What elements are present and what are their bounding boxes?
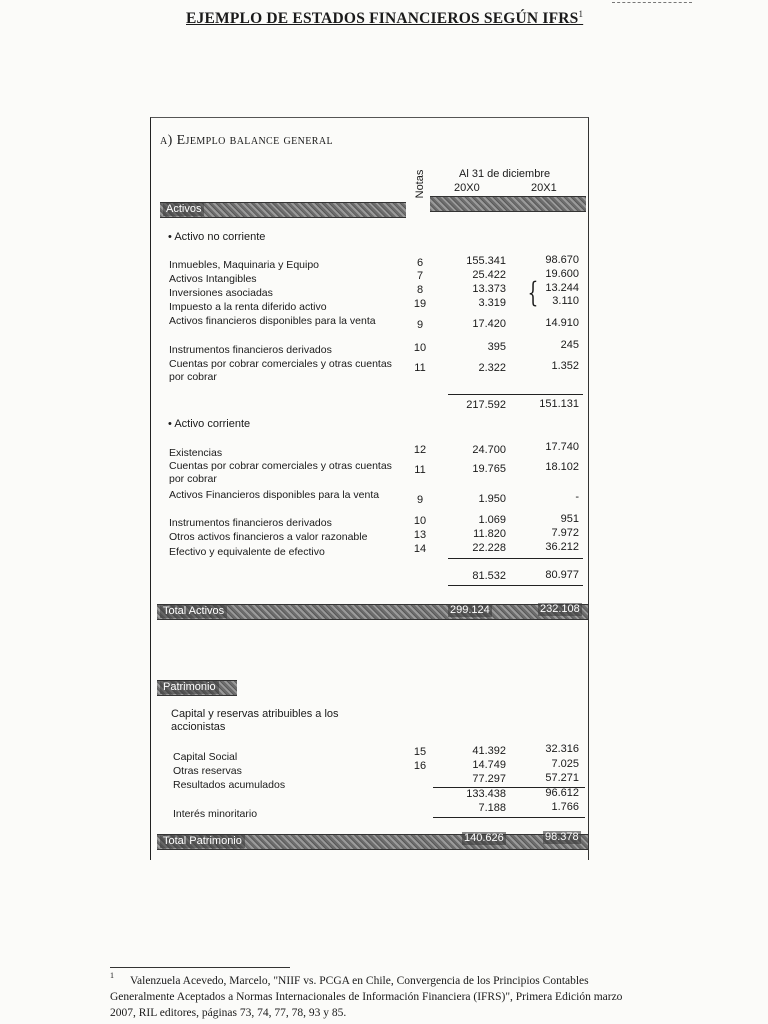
row-note: 10 bbox=[413, 515, 427, 527]
total-patrimonio-label: Total Patrimonio bbox=[160, 835, 245, 848]
total-activos-20x0: 299.124 bbox=[450, 604, 490, 616]
row-label: Inmuebles, Maquinaria y Equipo bbox=[169, 259, 320, 271]
row-note: 11 bbox=[414, 464, 426, 476]
document-title bbox=[186, 9, 583, 28]
row-value-20x0: 25.422 bbox=[472, 269, 506, 281]
row-label: Efectivo y equivalente de efectivo bbox=[169, 546, 325, 558]
row-value-20x0: 13.373 bbox=[472, 283, 506, 295]
patrimonio-band-label: Patrimonio bbox=[160, 681, 219, 694]
year2-header: 20X1 bbox=[531, 182, 557, 194]
row-note: 11 bbox=[414, 362, 426, 374]
row-note: 8 bbox=[416, 284, 424, 296]
row-value-20x0: 395 bbox=[487, 341, 506, 353]
row-note: 6 bbox=[416, 257, 424, 269]
row-value-20x0: 155.341 bbox=[466, 255, 506, 267]
interes-minoritario-label: Interés minoritario bbox=[173, 808, 258, 820]
total-patrimonio-20x1: 98.378 bbox=[545, 831, 579, 843]
date-header: Al 31 de diciembre bbox=[459, 168, 551, 180]
notes-column-header: Notas bbox=[414, 169, 426, 199]
row-value-20x1: 7.972 bbox=[551, 527, 579, 539]
row-value-20x0: 24.700 bbox=[472, 444, 506, 456]
row-label: Instrumentos financieros derivados bbox=[169, 344, 332, 356]
section-title: a) Ejemplo balance general bbox=[160, 133, 334, 148]
row-value-20x1: 1.352 bbox=[551, 360, 579, 372]
total-activos-20x1: 232.108 bbox=[540, 603, 580, 615]
activos-band-values bbox=[430, 196, 586, 212]
row-value-20x1: 951 bbox=[560, 513, 579, 525]
row-value-20x0: 1.950 bbox=[478, 493, 506, 505]
footnote-text: Valenzuela Acevedo, Marcelo, "NIIF vs. PCGA en Chile, Convergencia de los Principios Contables Generalmente Aceptados a Normas Internacionales de Información Financiera (IFRS)", Primera Edición marzo 2007, RIL editores, páginas 73, 74, 77, 78, 93 y 85. bbox=[110, 975, 623, 1019]
subtotal-no-corriente-20x0: 217.592 bbox=[466, 399, 506, 411]
row-value-20x1: 3.110 bbox=[552, 295, 579, 307]
row-label: Activos Intangibles bbox=[169, 273, 257, 285]
footnote-rule bbox=[110, 967, 290, 968]
row-value-20x1: 57.271 bbox=[545, 772, 579, 784]
row-value-20x1: 13.244 bbox=[545, 282, 579, 294]
row-value-20x1: 18.102 bbox=[545, 461, 579, 473]
row-label: Resultados acumulados bbox=[173, 779, 286, 791]
total-activos-label: Total Activos bbox=[160, 605, 227, 618]
interes-minoritario-20x0: 7.188 bbox=[478, 802, 506, 814]
row-value-20x1: 98.670 bbox=[545, 254, 579, 266]
total-patrimonio-20x0: 140.626 bbox=[464, 832, 504, 844]
year1-header: 20X0 bbox=[454, 182, 480, 194]
row-note: 9 bbox=[416, 319, 424, 331]
activo-no-corriente-heading: • Activo no corriente bbox=[168, 231, 265, 243]
row-note: 14 bbox=[413, 543, 427, 555]
row-label: Cuentas por cobrar comerciales y otras cuentas por cobrar bbox=[169, 460, 392, 485]
subtotal-rule bbox=[448, 558, 583, 559]
row-label: Impuesto a la renta diferido activo bbox=[169, 301, 327, 313]
row-label: Capital Social bbox=[173, 751, 238, 763]
row-label: Otros activos financieros a valor razonable bbox=[169, 531, 368, 543]
subtotal-corriente-20x0: 81.532 bbox=[472, 570, 506, 582]
row-note: 10 bbox=[413, 342, 427, 354]
row-note: 16 bbox=[413, 760, 427, 772]
interes-minoritario-20x1: 1.766 bbox=[551, 801, 579, 813]
scan-corner-mark bbox=[612, 2, 692, 3]
row-label: Cuentas por cobrar comerciales y otras cuentas por cobrar bbox=[169, 358, 392, 383]
row-value-20x0: 1.069 bbox=[478, 514, 506, 526]
subtotal-corriente-20x1: 80.977 bbox=[545, 569, 579, 581]
minority-rule bbox=[433, 817, 585, 818]
row-value-20x0: 17.420 bbox=[472, 318, 506, 330]
row-label: Activos Financieros disponibles para la venta bbox=[169, 489, 380, 501]
row-value-20x1: 7.025 bbox=[551, 758, 579, 770]
subtotal-underline bbox=[448, 585, 583, 586]
row-value-20x1: 36.212 bbox=[545, 541, 579, 553]
row-value-20x1: 19.600 bbox=[545, 268, 579, 280]
row-note: 7 bbox=[416, 270, 424, 282]
row-value-20x0: 14.749 bbox=[472, 759, 506, 771]
activo-corriente-heading: • Activo corriente bbox=[168, 418, 250, 430]
row-note: 19 bbox=[413, 298, 427, 310]
row-note: 9 bbox=[416, 494, 424, 506]
row-value-20x0: 77.297 bbox=[472, 773, 506, 785]
row-value-20x0: 41.392 bbox=[472, 745, 506, 757]
document-title-text: EJEMPLO DE ESTADOS FINANCIEROS SEGÚN IFRS bbox=[186, 10, 579, 28]
row-value-20x0: 22.228 bbox=[472, 542, 506, 554]
brace-mark: { bbox=[527, 276, 539, 309]
row-value-20x0: 2.322 bbox=[478, 362, 506, 374]
footnote-number: 1 bbox=[110, 971, 114, 980]
row-value-20x0: 19.765 bbox=[472, 463, 506, 475]
row-label: Activos financieros disponibles para la venta bbox=[169, 315, 376, 327]
row-value-20x1: 17.740 bbox=[545, 441, 579, 453]
row-value-20x0: 3.319 bbox=[478, 297, 506, 309]
patrimonio-subtotal-20x0: 133.438 bbox=[466, 788, 506, 800]
row-value-20x1: 32.316 bbox=[545, 743, 579, 755]
patrimonio-heading: Capital y reservas atribuibles a los accionistas bbox=[171, 708, 339, 733]
row-value-20x0: 11.820 bbox=[473, 528, 506, 540]
row-value-20x1: - bbox=[575, 491, 579, 503]
row-label: Instrumentos financieros derivados bbox=[169, 517, 332, 529]
row-label: Otras reservas bbox=[173, 765, 242, 777]
row-value-20x1: 14.910 bbox=[545, 317, 579, 329]
title-footnote-ref: 1 bbox=[578, 9, 584, 19]
row-note: 13 bbox=[413, 529, 427, 541]
row-note: 12 bbox=[413, 444, 427, 456]
subtotal-rule bbox=[448, 394, 583, 395]
row-label: Inversiones asociadas bbox=[169, 287, 273, 299]
row-label: Existencias bbox=[169, 447, 223, 459]
activos-band-label: Activos bbox=[163, 203, 204, 216]
row-value-20x1: 245 bbox=[560, 339, 579, 351]
subtotal-no-corriente-20x1: 151.131 bbox=[539, 398, 579, 410]
row-note: 15 bbox=[413, 746, 427, 758]
patrimonio-subtotal-20x1: 96.612 bbox=[545, 787, 579, 799]
